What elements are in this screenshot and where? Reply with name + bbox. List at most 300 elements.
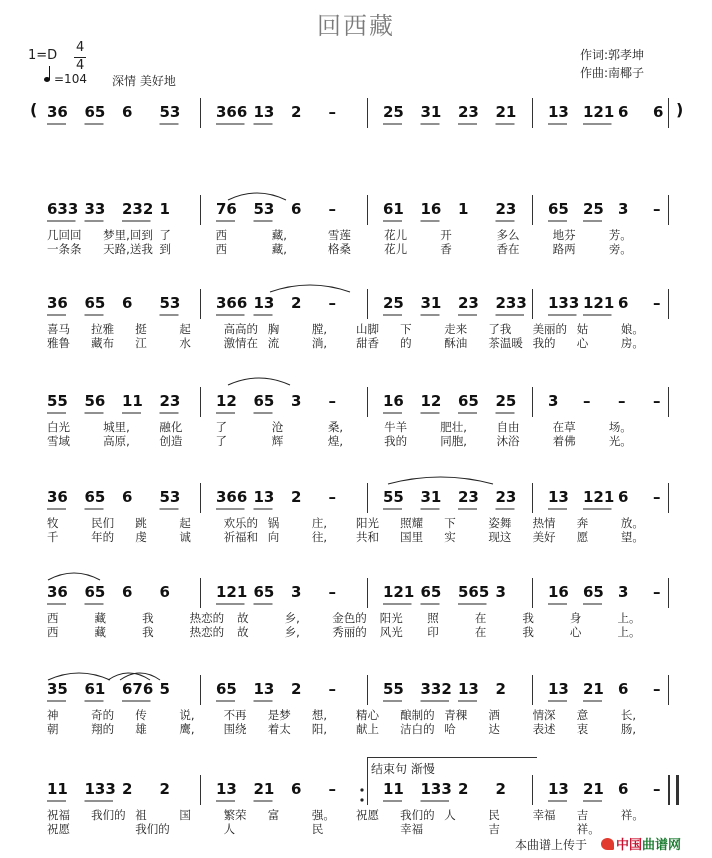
note-group: – [653, 583, 661, 601]
note-group: 121 [583, 294, 615, 312]
note-group: 2 [495, 780, 506, 798]
repeat-open-paren: ( [30, 100, 38, 119]
lyric-word: 锅 [267, 516, 280, 530]
lyric-word: 西 [215, 228, 228, 242]
lyric-word: 流 [267, 336, 280, 350]
lyric-word: 祥。 [576, 822, 600, 836]
lyric-word: 上。 [617, 611, 641, 625]
note-group: 366 [216, 488, 248, 506]
lyric-word: 望。 [620, 530, 644, 544]
lyric-word: 城里, [103, 420, 130, 434]
lyric-word: 繁荣 [223, 808, 247, 822]
lyric-word: 富 [267, 808, 280, 822]
lyric-word: 奇的 [91, 708, 115, 722]
time-signature-bottom: 4 [76, 58, 85, 73]
lyric-word: 娘。 [620, 322, 644, 336]
lyric-word: 阳光 [356, 516, 379, 530]
note-group: 1 [159, 200, 170, 218]
note-group: 23 [458, 103, 479, 121]
note-group: 3 [291, 583, 302, 601]
lyric-word: 雪域 [47, 434, 70, 448]
lyric-word: 藏 [94, 611, 107, 625]
lyric-word: 下 [400, 322, 412, 336]
lyric-word: 融化 [159, 420, 183, 434]
note-group: 13 [253, 103, 275, 121]
lyric-word: 雄 [135, 722, 147, 736]
lyric-word: 祈福和 [223, 530, 259, 544]
lyric-word: 西 [215, 242, 228, 256]
note-group: 13 [253, 680, 275, 698]
lyric-word: 欢乐的 [223, 516, 259, 530]
lyric-word: 西 [47, 625, 59, 639]
lyric-word: 酒 [488, 708, 500, 722]
lyric-word: 幸福 [400, 822, 424, 836]
lyric-word: 阳, [311, 722, 327, 736]
lyric-word: 花儿 [384, 242, 408, 256]
lyric-word: 实 [444, 530, 456, 544]
lyric-word: 共和 [356, 530, 379, 544]
logo-icon [601, 838, 614, 850]
note-group: 2 [291, 103, 302, 121]
note-group: 676 [122, 680, 154, 698]
lyric-word: 在 [474, 625, 487, 639]
repeat-dot [360, 798, 363, 801]
note-group: 55 [47, 392, 68, 410]
slur-mark [120, 673, 160, 680]
lyric-word: 我 [522, 611, 534, 625]
lyric-word: 场。 [608, 420, 632, 434]
note-group: 13 [548, 780, 569, 798]
lyric-word: 桑, [327, 420, 344, 434]
note-group: 36 [47, 583, 68, 601]
note-group: 21 [583, 680, 604, 698]
note-group: 13 [548, 488, 569, 506]
lyric-word: 我们的 [135, 822, 170, 836]
slur-mark [228, 378, 290, 385]
lyric-word: 的 [400, 336, 412, 350]
lyric-word: 现这 [488, 530, 512, 544]
note-group: 121 [583, 488, 615, 506]
note-group: 65 [253, 392, 275, 410]
lyric-word: 说, [179, 708, 195, 722]
lyric-word: 情深 [532, 708, 556, 722]
lyric-word: 沐浴 [496, 434, 520, 448]
note-group: – [328, 680, 336, 698]
lyric-word: 格桑 [327, 242, 351, 256]
note-group: – [328, 583, 336, 601]
lyric-word: 心 [569, 625, 582, 639]
lyric-word: 路两 [552, 242, 576, 256]
lyric-word: 我的 [384, 434, 408, 448]
lyric-word: 风光 [379, 625, 403, 639]
lyric-word: 西 [47, 611, 59, 625]
note-group: 3 [618, 583, 629, 601]
lyric-word: 围绕 [223, 722, 247, 736]
lyric-word: 印 [427, 625, 439, 639]
note-group: 21 [253, 780, 275, 798]
lyric-word: 牧 [47, 516, 59, 530]
lyric-word: 向 [267, 530, 280, 544]
lyric-word: 国里 [400, 530, 424, 544]
lyric-word: 芳。 [608, 228, 632, 242]
lyric-word: 故 [237, 611, 249, 625]
note-group: 13 [458, 680, 479, 698]
lyric-word: 一条条 [47, 242, 82, 256]
lyric-word: 祝福 [47, 808, 70, 822]
note-group: 2 [122, 780, 133, 798]
lyric-word: 起 [179, 516, 191, 530]
note-group: 25 [495, 392, 517, 410]
lyric-word: 祖 [135, 808, 147, 822]
note-group: 23 [495, 200, 517, 218]
lyric-word: 山脚 [356, 322, 379, 336]
lyric-word: 高高的 [223, 322, 259, 336]
repeat-close-paren: ) [676, 100, 684, 119]
lyric-word: 我 [142, 625, 154, 639]
note-group: 36 [47, 294, 68, 312]
lyric-word: 奔 [576, 516, 589, 530]
lyric-word: 同胞, [440, 434, 467, 448]
note-group: 3 [548, 392, 559, 410]
slur-mark [48, 573, 100, 580]
note-group: – [328, 103, 336, 121]
note-group: 133 [420, 780, 452, 798]
lyric-word: 长, [620, 708, 636, 722]
note-group: 133 [84, 780, 116, 798]
lyric-word: 诚 [179, 530, 191, 544]
note-group: 55 [383, 680, 404, 698]
note-group: 133 [548, 294, 580, 312]
lyric-word: 激情在 [223, 336, 259, 350]
lyric-word: 人 [444, 808, 456, 822]
note-group: 2 [495, 680, 506, 698]
note-group: 21 [583, 780, 604, 798]
note-group: 65 [458, 392, 479, 410]
note-group: – [583, 392, 591, 410]
note-group: 65 [84, 103, 106, 121]
note-group: 13 [548, 103, 569, 121]
note-group: 6 [618, 488, 629, 506]
lyric-word: 愿 [576, 530, 589, 544]
note-group: 65 [253, 583, 275, 601]
lyric-word: 美丽的 [532, 322, 568, 336]
note-group: 121 [216, 583, 248, 601]
note-group: 5 [159, 680, 170, 698]
repeat-dot [360, 788, 363, 791]
note-group: 23 [458, 488, 479, 506]
lyric-word: 到 [159, 242, 171, 256]
lyric-word: 青稞 [444, 708, 468, 722]
lyric-word: 祥。 [620, 808, 644, 822]
note-group: 3 [618, 200, 629, 218]
lyric-word: 藏, [271, 228, 287, 242]
note-group: 6 [122, 103, 133, 121]
lyric-word: 沧 [271, 420, 284, 434]
lyric-word: 洁白的 [400, 722, 435, 736]
slur-mark [388, 477, 493, 484]
lyric-word: 房。 [620, 336, 644, 350]
lyric-word: 照耀 [400, 516, 424, 530]
composer-credit: 作曲:南椰子 [580, 66, 645, 80]
note-group: 2 [458, 780, 469, 798]
note-group: 65 [420, 583, 442, 601]
lyric-word: 民 [488, 808, 500, 822]
expression-marking: 深情 美好地 [112, 74, 176, 88]
lyric-word: 我们的 [400, 808, 435, 822]
lyric-word: 心 [576, 336, 589, 350]
note-group: 56 [84, 392, 106, 410]
lyric-word: 翔的 [91, 722, 115, 736]
lyric-word: 热恋的 [189, 625, 225, 639]
note-group: 12 [420, 392, 442, 410]
lyric-word: 天路,送我 [103, 242, 153, 256]
ending-instruction: 结束句 渐慢 [371, 762, 435, 776]
lyric-word: 故 [237, 625, 249, 639]
lyric-word: 乡, [284, 625, 300, 639]
note-group: 31 [420, 294, 442, 312]
note-group: 121 [583, 103, 615, 121]
ending-bracket-edge [367, 757, 368, 775]
lyric-word: 牛羊 [384, 420, 408, 434]
lyric-word: 雅鲁 [47, 336, 70, 350]
time-signature-top: 4 [76, 40, 85, 55]
lyric-word: 了 [215, 420, 228, 434]
lyric-word: 着佛 [552, 434, 576, 448]
note-group: 233 [495, 294, 527, 312]
lyric-word: 高原, [103, 434, 130, 448]
note-group: – [653, 780, 661, 798]
note-group: – [618, 392, 626, 410]
note-group: 61 [383, 200, 404, 218]
lyric-word: 祝愿 [47, 822, 70, 836]
lyric-word: 跳 [135, 516, 147, 530]
lyric-word: 照 [427, 611, 439, 625]
note-group: – [328, 392, 336, 410]
lyric-word: 喜马 [47, 322, 70, 336]
note-group: 6 [618, 680, 629, 698]
note-group: 23 [495, 488, 517, 506]
lyric-word: 水 [179, 336, 191, 350]
lyric-word: 精心 [356, 708, 379, 722]
note-group: 25 [383, 103, 404, 121]
note-group: 65 [548, 200, 569, 218]
note-group: 2 [291, 680, 302, 698]
lyric-word: 下 [444, 516, 456, 530]
tempo-marking: =104 [54, 72, 87, 86]
lyric-word: 姿舞 [488, 516, 512, 530]
note-group: 565 [458, 583, 490, 601]
lyric-word: 民们 [91, 516, 115, 530]
note-group: 121 [383, 583, 415, 601]
lyric-word: 在 [474, 611, 487, 625]
note-group: 13 [253, 488, 275, 506]
lyric-word: 年的 [91, 530, 115, 544]
lyric-word: 秀丽的 [332, 625, 367, 639]
note-group: 53 [159, 488, 181, 506]
note-group: 11 [383, 780, 404, 798]
slur-mark [270, 285, 350, 292]
lyric-word: 传 [135, 708, 147, 722]
lyric-word: 民 [311, 822, 324, 836]
lyric-word: 地芬 [552, 228, 576, 242]
lyric-word: 幸福 [532, 808, 556, 822]
lyric-word: 我 [522, 625, 534, 639]
note-group: – [653, 488, 661, 506]
note-group: – [653, 392, 661, 410]
note-group: 33 [84, 200, 106, 218]
note-group: 6 [122, 294, 133, 312]
lyric-word: 了我 [488, 322, 512, 336]
lyric-word: 人 [223, 822, 236, 836]
note-group: 16 [383, 392, 404, 410]
lyric-word: 拉雅 [91, 322, 115, 336]
lyric-word: 了 [159, 228, 171, 242]
lyric-word: 香在 [496, 242, 520, 256]
note-group: 12 [216, 392, 237, 410]
lyric-word: 阳光 [379, 611, 403, 625]
lyric-word: 祝愿 [356, 808, 379, 822]
lyric-word: 乡, [284, 611, 300, 625]
note-group: 366 [216, 103, 248, 121]
slur-mark [228, 193, 286, 200]
note-group: 6 [618, 294, 629, 312]
lyric-word: 煌, [327, 434, 344, 448]
note-group: 6 [122, 488, 133, 506]
lyric-word: 辉 [271, 434, 284, 448]
site-logo [601, 834, 681, 853]
note-group: 65 [583, 583, 604, 601]
note-group: 11 [122, 392, 143, 410]
note-group: 36 [47, 103, 68, 121]
lyric-word: 花儿 [384, 228, 408, 242]
note-group: 65 [216, 680, 237, 698]
lyric-word: 甜香 [356, 336, 379, 350]
lyric-word: 多么 [496, 228, 520, 242]
note-group: 6 [618, 780, 629, 798]
note-group: 23 [458, 294, 479, 312]
lyric-word: 在草 [552, 420, 576, 434]
lyric-word: 鹰, [179, 722, 195, 736]
note-group: 11 [47, 780, 68, 798]
lyric-word: 挺 [135, 322, 147, 336]
lyric-word: 香 [440, 242, 452, 256]
note-group: 1 [458, 200, 469, 218]
lyric-word: 强。 [311, 808, 335, 822]
lyric-word: 着太 [267, 722, 291, 736]
lyric-word: 几回回 [47, 228, 82, 242]
note-group: 36 [47, 488, 68, 506]
lyric-word: 我 [142, 611, 154, 625]
lyric-word: 白光 [47, 420, 70, 434]
note-group: 13 [548, 680, 569, 698]
note-group: 6 [653, 103, 664, 121]
lyric-word: 庄, [311, 516, 327, 530]
note-group: – [328, 200, 336, 218]
note-group: 366 [216, 294, 248, 312]
lyric-word: 姑 [576, 322, 589, 336]
lyric-word: 胸 [267, 322, 280, 336]
lyric-word: 走来 [444, 322, 468, 336]
lyric-word: 是梦 [267, 708, 291, 722]
lyric-word: 放。 [620, 516, 644, 530]
lyric-word: 表述 [532, 722, 556, 736]
footer-upload-text: 本曲谱上传于 [515, 838, 588, 852]
note-group: 16 [548, 583, 569, 601]
lyric-word: 雪莲 [327, 228, 351, 242]
note-group: 76 [216, 200, 237, 218]
note-group: 16 [420, 200, 442, 218]
lyric-word: 起 [179, 322, 191, 336]
lyric-word: 自由 [496, 420, 520, 434]
lyric-word: 创造 [159, 434, 183, 448]
lyric-word: 茶温暖 [488, 336, 523, 350]
lyric-word: 我的 [532, 336, 556, 350]
lyric-word: 了 [215, 434, 228, 448]
note-group: 13 [253, 294, 275, 312]
lyric-word: 吉 [576, 808, 589, 822]
lyric-word: 金色的 [332, 611, 367, 625]
key-signature: 1=D [28, 48, 58, 63]
logo-site: 曲谱网 [642, 838, 682, 853]
note-group: – [328, 488, 336, 506]
note-group: 2 [159, 780, 170, 798]
note-group: 35 [47, 680, 68, 698]
lyric-word: 光。 [608, 434, 632, 448]
note-group: 3 [495, 583, 506, 601]
slur-mark [108, 673, 150, 680]
lyric-word: 热情 [532, 516, 556, 530]
song-title: 回西藏 [317, 12, 395, 40]
lyric-word: 淌, [311, 336, 327, 350]
lyric-word: 旁。 [608, 242, 632, 256]
lyric-word: 江 [135, 336, 147, 350]
lyric-word: 酥油 [444, 336, 468, 350]
lyric-word: 酿制的 [400, 708, 435, 722]
note-group: 55 [383, 488, 404, 506]
lyric-word: 我们的 [91, 808, 126, 822]
lyric-word: 衷 [576, 722, 589, 736]
lyric-word: 吉 [488, 822, 500, 836]
note-group: 232 [122, 200, 154, 218]
note-group: 65 [84, 488, 106, 506]
note-group: – [653, 294, 661, 312]
lyric-word: 朝 [47, 722, 59, 736]
lyric-word: 意 [576, 708, 589, 722]
ending-bracket-line [367, 757, 537, 758]
lyric-word: 美好 [532, 530, 556, 544]
note-group: 6 [159, 583, 170, 601]
lyric-word: 梦里,回到 [103, 228, 153, 242]
lyric-word: 藏 [94, 625, 107, 639]
lyric-word: 哈 [444, 722, 456, 736]
note-group: 13 [216, 780, 237, 798]
note-group: 332 [420, 680, 452, 698]
note-group: 6 [618, 103, 629, 121]
note-group: 23 [159, 392, 181, 410]
lyric-word: 往, [311, 530, 327, 544]
note-group: 65 [84, 583, 106, 601]
lyric-word: 神 [47, 708, 59, 722]
note-group: – [328, 780, 336, 798]
note-group: 53 [253, 200, 275, 218]
note-group: – [328, 294, 336, 312]
lyric-word: 膛, [311, 322, 327, 336]
slur-mark [48, 673, 110, 680]
lyric-word: 想, [311, 708, 327, 722]
note-group: 6 [291, 200, 302, 218]
lyric-word: 达 [488, 722, 500, 736]
note-group: 53 [159, 103, 181, 121]
